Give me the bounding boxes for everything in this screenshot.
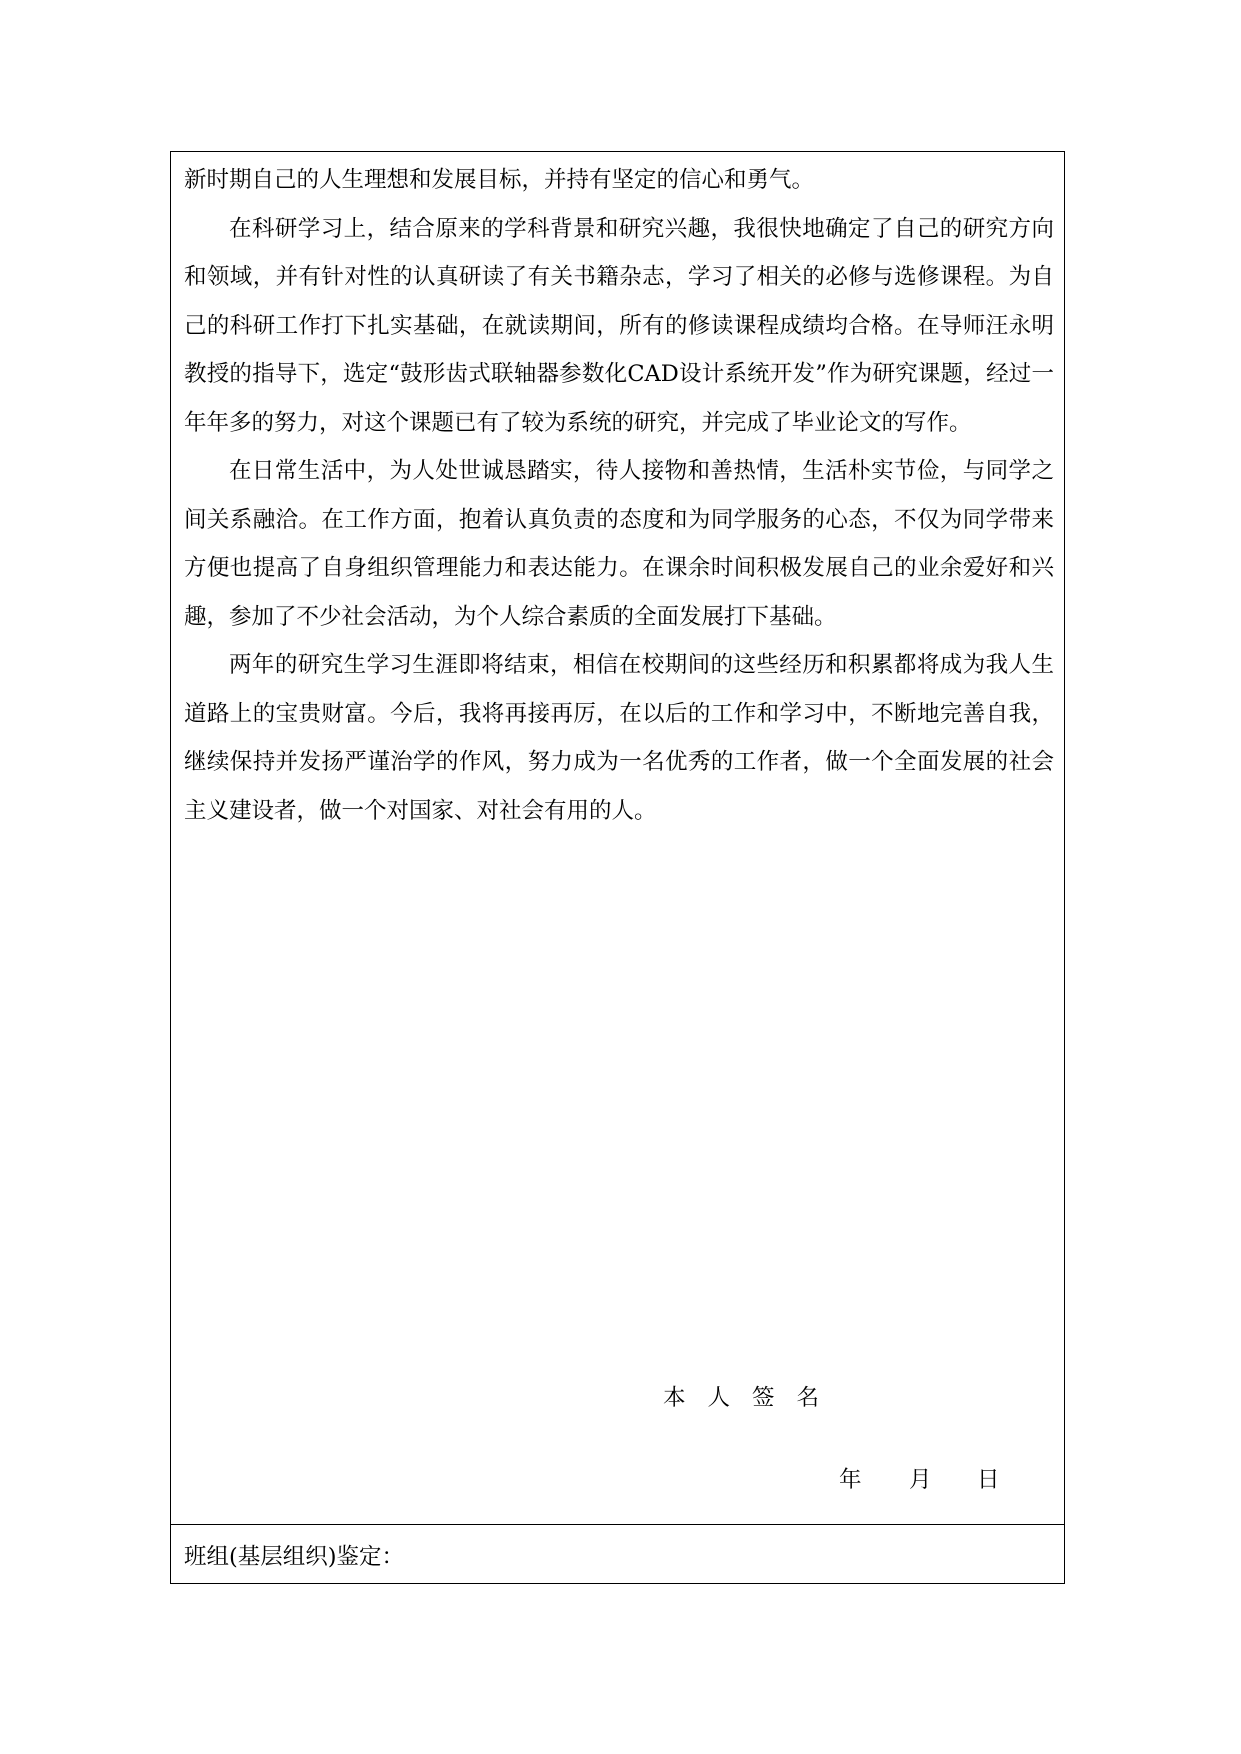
date-line <box>839 1462 1000 1494</box>
group-evaluation-section <box>171 1525 1064 1583</box>
group-evaluation-label: 班组(基层组织)鉴定： <box>184 1544 405 1570</box>
paragraph-1: 新时期自己的人生理想和发展目标，并持有坚定的信心和勇气。 <box>184 167 815 193</box>
paragraph-3: 在日常生活中，为人处世诚恳踏实，待人接物和善热情，生活朴实节俭，与同学之间关系融洽。在工作方面，抱着认真负责的态度和为同学服务的心态，不仅为同学带来方便也提高了自身组织管理能力和表达能力。在课余时间积极发展自己的业余爱好和兴趣，参加了不少社会活动，为个人综合素质的全面发展打下基础。 <box>184 458 1054 630</box>
date-month-label: 月 <box>909 1467 932 1493</box>
signature-label: 本人签名 <box>663 1385 842 1411</box>
self-assessment-section <box>171 152 1064 1525</box>
paragraph-4: 两年的研究生学习生涯即将结束，相信在校期间的这些经历和积累都将成为我人生道路上的宝贵财富。今后，我将再接再厉，在以后的工作和学习中，不断地完善自我，继续保持并发扬严谨治学的作风，努力成为一名优秀的工作者，做一个全面发展的社会主义建设者，做一个对国家、对社会有用的人。 <box>184 652 1054 824</box>
paragraph-2: 在科研学习上，结合原来的学科背景和研究兴趣，我很快地确定了自己的研究方向和领域，并有针对性的认真研读了有关书籍杂志，学习了相关的必修与选修课程。为自己的科研工作打下扎实基础，在就读期间，所有的修读课程成绩均合格。在导师汪永明教授的指导下，选定“鼓形齿式联轴器参数化CAD设计系统开发”作为研究课题，经过一年年多的努力，对这个课题已有了较为系统的研究，并完成了毕业论文的写作。 <box>184 215 1054 436</box>
form-table <box>170 151 1065 1584</box>
date-day-label: 日 <box>977 1467 1000 1493</box>
date-year-label: 年 <box>839 1467 862 1493</box>
self-assessment-text <box>184 156 1054 835</box>
